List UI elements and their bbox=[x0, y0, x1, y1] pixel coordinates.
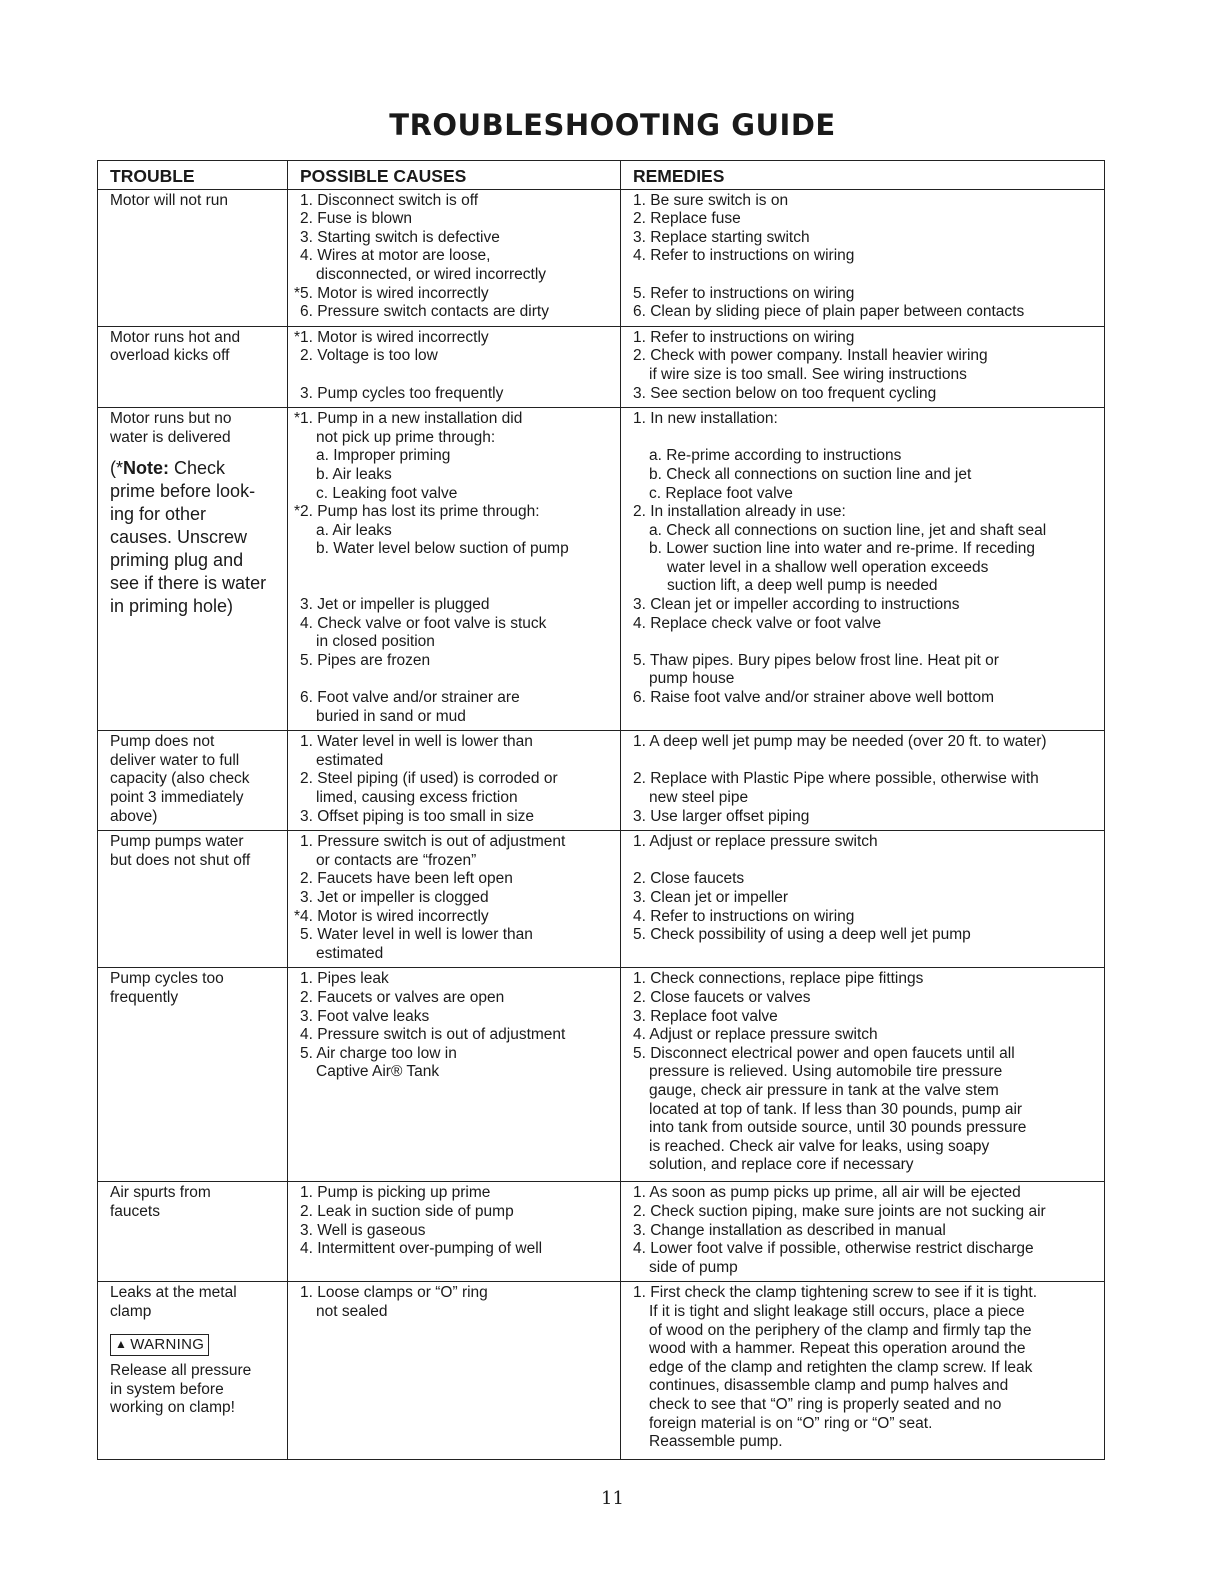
prime-note: (*Note: Check prime before look- ing for other causes. Unscrew priming plug and see if there is water in priming hole) bbox=[110, 458, 267, 617]
trouble-text: deliver water to full bbox=[110, 751, 240, 769]
causes-cell bbox=[288, 731, 621, 831]
causes-cell bbox=[288, 968, 621, 1182]
trouble-text: Motor runs but no bbox=[110, 410, 232, 428]
cause-item: 1. Pump is picking up prime bbox=[300, 1184, 491, 1202]
trouble-text: water is delivered bbox=[110, 428, 231, 446]
cause-item: 1. Pipes leak bbox=[300, 970, 389, 988]
trouble-cell bbox=[98, 408, 288, 731]
remedy-item: 5. Disconnect electrical power and open faucets until all bbox=[633, 1044, 1015, 1062]
remedy-item: foreign material is on “O” ring or “O” seat. bbox=[649, 1414, 933, 1432]
remedy-item: edge of the clamp and retighten the clamp screw. If leak bbox=[649, 1358, 1033, 1376]
remedy-item: 2. Replace fuse bbox=[633, 210, 741, 228]
remedy-item: gauge, check air pressure in tank at the valve stem bbox=[649, 1081, 999, 1099]
causes-cell bbox=[288, 1182, 621, 1282]
trouble-cell bbox=[98, 189, 288, 326]
cause-item: 3. Jet or impeller is clogged bbox=[300, 889, 489, 906]
remedy-item: 2. In installation already in use: bbox=[633, 503, 846, 521]
remedy-item: 2. Check with power company. Install heavier wiring bbox=[633, 347, 988, 365]
remedy-item: 1. In new installation: bbox=[633, 410, 778, 428]
cause-item: a. Improper priming bbox=[316, 447, 451, 465]
remedy-item: check to see that “O” ring is properly seated and no bbox=[649, 1395, 1002, 1413]
remedy-item: 4. Refer to instructions on wiring bbox=[633, 907, 855, 925]
cause-item: 3. Offset piping is too small in size bbox=[300, 807, 535, 825]
remedy-item: 2. Replace with Plastic Pipe where possible, otherwise with bbox=[633, 770, 1039, 788]
remedy-item: solution, and replace core if necessary bbox=[649, 1156, 914, 1174]
cause-item: *1. Motor is wired incorrectly bbox=[294, 328, 489, 346]
remedy-item: into tank from outside source, until 30 pounds pressure bbox=[649, 1119, 1027, 1137]
trouble-cell bbox=[98, 731, 288, 831]
cause-item: 4. Intermittent over-pumping of well bbox=[300, 1240, 543, 1258]
remedy-item: continues, disassemble clamp and pump halves and bbox=[649, 1377, 1009, 1395]
cause-item: 3. Pump cycles too frequently bbox=[300, 384, 504, 402]
cause-item: in closed position bbox=[316, 633, 435, 651]
cause-item: b. Water level below suction of pump bbox=[316, 540, 569, 558]
cause-item: 4. Wires at motor are loose, bbox=[300, 247, 491, 265]
cause-item: not pick up prime through: bbox=[316, 428, 496, 446]
cause-item: 3. Jet or impeller is plugged bbox=[300, 596, 490, 614]
cause-item: estimated bbox=[316, 751, 384, 769]
remedy-item: 1. Adjust or replace pressure switch bbox=[633, 833, 878, 851]
table-row bbox=[98, 731, 1105, 831]
cause-item: 2. Steel piping (if used) is corroded or bbox=[300, 770, 558, 788]
remedy-item: 3. Use larger offset piping bbox=[633, 807, 810, 825]
remedies-cell bbox=[621, 408, 1105, 731]
remedy-item: If it is tight and slight leakage still occurs, place a piece bbox=[649, 1302, 1025, 1320]
remedy-item: of wood on the periphery of the clamp and firmly tap the bbox=[649, 1321, 1032, 1339]
header-row bbox=[98, 161, 1105, 190]
remedy-item: 3. Replace starting switch bbox=[633, 228, 810, 246]
table-row bbox=[98, 326, 1105, 407]
remedy-item: 2. Close faucets bbox=[633, 870, 745, 888]
remedy-item: b. Check all connections on suction line and jet bbox=[649, 465, 972, 483]
remedy-item: 5. Check possibility of using a deep well jet pump bbox=[633, 926, 971, 944]
cause-item: estimated bbox=[316, 944, 384, 962]
table-row bbox=[98, 968, 1105, 1182]
cause-item: limed, causing excess friction bbox=[316, 789, 518, 806]
remedy-item: 5. Thaw pipes. Bury pipes below frost line. Heat pit or bbox=[633, 651, 999, 669]
trouble-text: capacity (also check bbox=[110, 770, 250, 788]
cause-item: c. Leaking foot valve bbox=[316, 484, 458, 502]
trouble-text: Pump pumps water bbox=[110, 833, 244, 851]
cause-item: buried in sand or mud bbox=[316, 707, 466, 725]
remedy-item: 6. Clean by sliding piece of plain paper between contacts bbox=[633, 303, 1025, 321]
cause-item: 1. Water level in well is lower than bbox=[300, 733, 533, 751]
cause-item: 2. Faucets or valves are open bbox=[300, 988, 505, 1006]
cause-item: Captive Air® Tank bbox=[316, 1063, 440, 1081]
cause-item: or contacts are “frozen” bbox=[316, 851, 477, 869]
remedies-cell bbox=[621, 326, 1105, 407]
trouble-text: faucets bbox=[110, 1202, 160, 1220]
remedy-item: suction lift, a deep well pump is needed bbox=[667, 577, 938, 595]
remedies-cell bbox=[621, 831, 1105, 968]
cause-item: 6. Pressure switch contacts are dirty bbox=[300, 303, 549, 321]
causes-cell bbox=[288, 189, 621, 326]
remedy-item: if wire size is too small. See wiring instructions bbox=[649, 365, 967, 383]
trouble-text: Air spurts from bbox=[110, 1184, 211, 1202]
trouble-text: Motor will not run bbox=[110, 191, 229, 209]
cause-item: 3. Foot valve leaks bbox=[300, 1007, 430, 1025]
header-causes: POSSIBLE CAUSES bbox=[288, 161, 621, 190]
remedy-item: a. Check all connections on suction line, jet and shaft seal bbox=[649, 521, 1047, 539]
remedy-item: 2. Check suction piping, make sure joints are not sucking air bbox=[633, 1202, 1046, 1220]
trouble-text: point 3 immediately bbox=[110, 789, 244, 806]
remedy-item: 4. Adjust or replace pressure switch bbox=[633, 1026, 878, 1044]
trouble-text: Leaks at the metal bbox=[110, 1284, 237, 1302]
remedy-item: 1. A deep well jet pump may be needed (over 20 ft. to water) bbox=[633, 733, 1047, 751]
trouble-cell bbox=[98, 831, 288, 968]
warning-text: in system before bbox=[110, 1380, 224, 1398]
table-row bbox=[98, 831, 1105, 968]
remedy-item: 6. Raise foot valve and/or strainer above well bottom bbox=[633, 689, 994, 707]
table-row bbox=[98, 408, 1105, 731]
cause-item: 1. Loose clamps or “O” ring bbox=[300, 1284, 488, 1302]
cause-item: 1. Pressure switch is out of adjustment bbox=[300, 833, 566, 851]
trouble-text: Motor runs hot and bbox=[110, 328, 241, 346]
remedy-item: 3. Replace foot valve bbox=[633, 1007, 778, 1025]
remedy-item: 1. Refer to instructions on wiring bbox=[633, 328, 855, 346]
remedies-cell bbox=[621, 1282, 1105, 1460]
causes-cell bbox=[288, 326, 621, 407]
warning-label: WARNING bbox=[130, 1335, 205, 1353]
cause-item: 6. Foot valve and/or strainer are bbox=[300, 689, 520, 707]
remedy-item: 3. Clean jet or impeller bbox=[633, 889, 789, 906]
remedy-item: c. Replace foot valve bbox=[649, 484, 793, 502]
remedies-cell bbox=[621, 189, 1105, 326]
remedies-cell bbox=[621, 968, 1105, 1182]
header-remedies: REMEDIES bbox=[621, 161, 1105, 190]
remedy-item: 4. Lower foot valve if possible, otherwise restrict discharge bbox=[633, 1240, 1034, 1258]
cause-item: 3. Well is gaseous bbox=[300, 1221, 426, 1239]
remedy-item: 5. Refer to instructions on wiring bbox=[633, 284, 855, 302]
remedy-item: 3. Change installation as described in manual bbox=[633, 1221, 946, 1239]
remedy-item: pressure is relieved. Using automobile tire pressure bbox=[649, 1063, 1003, 1081]
remedy-item: wood with a hammer. Repeat this operation around the bbox=[649, 1340, 1026, 1358]
cause-item: *4. Motor is wired incorrectly bbox=[294, 907, 489, 925]
cause-item: 2. Faucets have been left open bbox=[300, 870, 513, 888]
cause-item: 5. Air charge too low in bbox=[300, 1044, 457, 1062]
cause-item: 4. Check valve or foot valve is stuck bbox=[300, 614, 547, 632]
remedy-item: water level in a shallow well operation exceeds bbox=[667, 558, 989, 576]
page-number: 11 bbox=[601, 1488, 624, 1509]
remedy-item: side of pump bbox=[649, 1258, 738, 1276]
remedy-item: Reassemble pump. bbox=[649, 1433, 783, 1451]
causes-cell bbox=[288, 1282, 621, 1460]
trouble-text: frequently bbox=[110, 988, 179, 1006]
cause-item: 4. Pressure switch is out of adjustment bbox=[300, 1026, 566, 1044]
page-title: TROUBLESHOOTING GUIDE bbox=[389, 108, 836, 142]
remedy-item: is reached. Check air valve for leaks, using soapy bbox=[649, 1137, 990, 1155]
cause-item: a. Air leaks bbox=[316, 521, 392, 539]
trouble-cell bbox=[98, 326, 288, 407]
note-label: Note: bbox=[123, 458, 169, 479]
trouble-text: above) bbox=[110, 807, 158, 825]
warning-text: working on clamp! bbox=[110, 1399, 235, 1417]
cause-item: not sealed bbox=[316, 1302, 388, 1320]
trouble-text: Pump does not bbox=[110, 733, 215, 751]
remedy-item: 1. Be sure switch is on bbox=[633, 191, 789, 209]
table-row bbox=[98, 1282, 1105, 1460]
trouble-text: but does not shut off bbox=[110, 851, 251, 869]
causes-cell bbox=[288, 408, 621, 731]
troubleshooting-table bbox=[97, 160, 1105, 1460]
remedy-item: pump house bbox=[649, 670, 735, 688]
header-trouble: TROUBLE bbox=[98, 161, 288, 190]
cause-item: 5. Pipes are frozen bbox=[300, 651, 431, 669]
trouble-text: Pump cycles too bbox=[110, 970, 224, 988]
cause-item: 2. Voltage is too low bbox=[300, 347, 438, 365]
remedy-item: 2. Close faucets or valves bbox=[633, 988, 811, 1006]
cause-item: 5. Water level in well is lower than bbox=[300, 926, 533, 944]
cause-item: *1. Pump in a new installation did bbox=[294, 410, 523, 428]
cause-item: 2. Leak in suction side of pump bbox=[300, 1202, 514, 1220]
remedy-item: b. Lower suction line into water and re-prime. If receding bbox=[649, 540, 1035, 558]
trouble-cell bbox=[98, 968, 288, 1182]
cause-item: b. Air leaks bbox=[316, 465, 392, 483]
warning-text: Release all pressure bbox=[110, 1362, 252, 1380]
table-row bbox=[98, 1182, 1105, 1282]
cause-item: disconnected, or wired incorrectly bbox=[316, 265, 547, 283]
trouble-cell bbox=[98, 1182, 288, 1282]
remedies-cell bbox=[621, 1182, 1105, 1282]
remedy-item: 4. Replace check valve or foot valve bbox=[633, 614, 882, 632]
remedy-item: 3. See section below on too frequent cycling bbox=[633, 384, 937, 402]
cause-item: 2. Fuse is blown bbox=[300, 210, 412, 228]
remedy-item: a. Re-prime according to instructions bbox=[649, 447, 902, 465]
cause-item: 3. Starting switch is defective bbox=[300, 228, 500, 246]
cause-item: *2. Pump has lost its prime through: bbox=[294, 503, 540, 521]
remedy-item: 1. As soon as pump picks up prime, all air will be ejected bbox=[633, 1184, 1021, 1202]
remedies-cell bbox=[621, 731, 1105, 831]
remedy-item: 1. First check the clamp tightening screw to see if it is tight. bbox=[633, 1284, 1038, 1302]
table-row bbox=[98, 189, 1105, 326]
cause-item: *5. Motor is wired incorrectly bbox=[294, 284, 489, 302]
causes-cell bbox=[288, 831, 621, 968]
remedy-item: 4. Refer to instructions on wiring bbox=[633, 247, 855, 265]
warning-badge bbox=[110, 1334, 209, 1357]
cause-item: 1. Disconnect switch is off bbox=[300, 191, 479, 209]
trouble-cell bbox=[98, 1282, 288, 1460]
trouble-text: overload kicks off bbox=[110, 347, 230, 365]
remedy-item: located at top of tank. If less than 30 pounds, pump air bbox=[649, 1100, 1023, 1118]
trouble-text: clamp bbox=[110, 1302, 152, 1320]
remedy-item: new steel pipe bbox=[649, 789, 749, 806]
remedy-item: 1. Check connections, replace pipe fittings bbox=[633, 970, 924, 988]
remedy-item: 3. Clean jet or impeller according to instructions bbox=[633, 596, 960, 614]
warning-triangle-icon: ▲ bbox=[115, 1336, 128, 1351]
